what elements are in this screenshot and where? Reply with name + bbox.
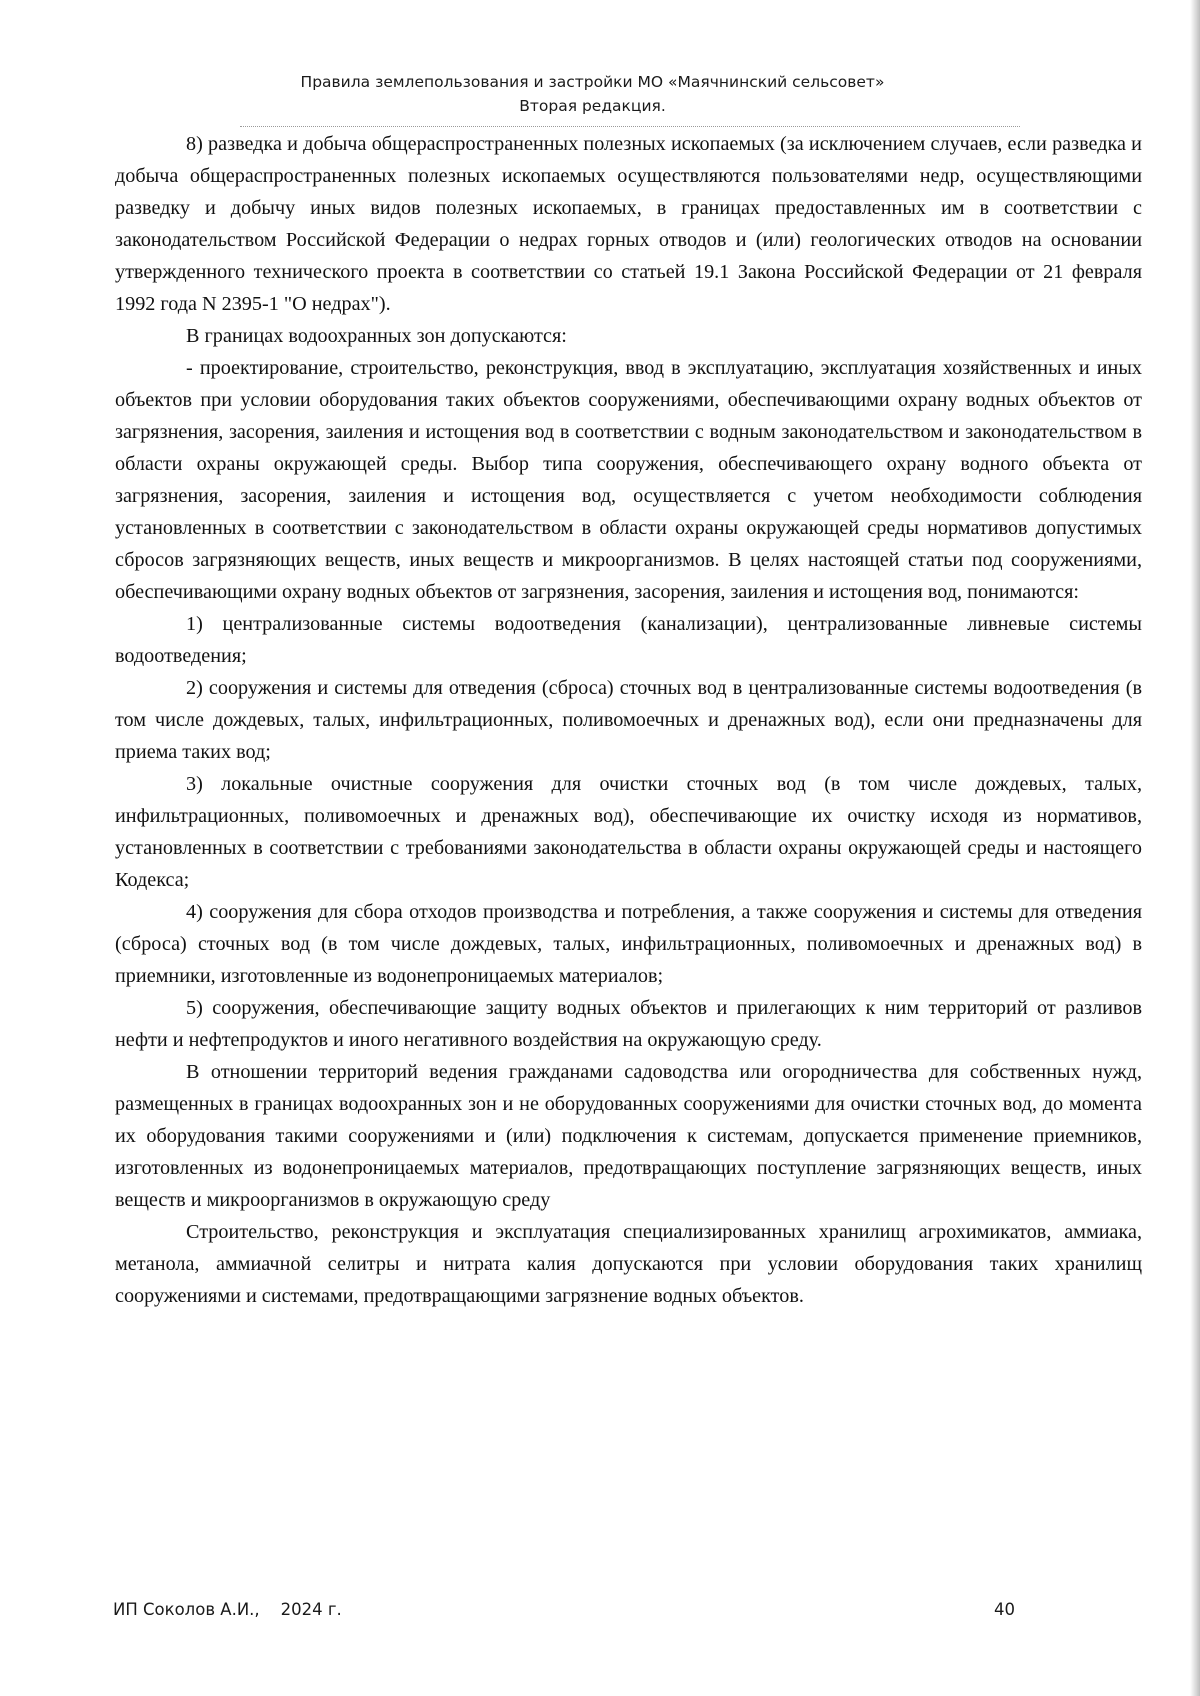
page-number: 40 <box>994 1600 1015 1619</box>
paragraph-item-2: 2) сооружения и системы для отведения (сброса) сточных вод в централизованные системы водоотведения (в том числе дождевых, талых, инфильтрационных, поливомоечных и дренажных вод), если они предназначены для приема таких вод; <box>115 677 1142 763</box>
paragraph-item-8: 8) разведка и добыча общераспространенных полезных ископаемых (за исключением случаев, если разведка и добыча общераспространенных полезных ископаемых осуществляются пользователями недр, осуществляющими разведку и добычу иных видов полезных ископаемых, в границах предоставленных им в соответствии с законодательством Российской Федерации о недрах горных отводов и (или) геологических отводов на основании утвержденного технического проекта в соответствии со статьей 19.1 Закона Российской Федерации от 21 февраля 1992 года N 2395-1 "О недрах"). <box>115 133 1142 315</box>
paragraph-water-zones-intro: В границах водоохранных зон допускаются: <box>186 325 567 347</box>
running-header <box>115 70 1070 118</box>
document-body <box>115 128 1142 1312</box>
paragraph-gardening-territories: В отношении территорий ведения гражданами садоводства или огородничества для собственных нужд, размещенных в границах водоохранных зон и не оборудованных сооружениями для очистки сточных вод, до момента их оборудования такими сооружениями и (или) подключения к системам, допускается применение приемников, изготовленных из водонепроницаемых материалов, предотвращающих поступление загрязняющих веществ, иных веществ и микроорганизмов в окружающую среду <box>115 1061 1142 1211</box>
paragraph-design-construction: - проектирование, строительство, реконструкция, ввод в эксплуатацию, эксплуатация хозяйственных и иных объектов при условии оборудования таких объектов сооружениями, обеспечивающими охрану водных объектов от загрязнения, засорения, заиления и истощения вод в соответствии с водным законодательством и законодательством в области охраны окружающей среды. Выбор типа сооружения, обеспечивающего охрану водного объекта от загрязнения, засорения, заиления и истощения вод, осуществляется с учетом необходимости соблюдения установленных в соответствии с законодательством в области охраны окружающей среды нормативов допустимых сбросов загрязняющих веществ, иных веществ и микроорганизмов. В целях настоящей статьи под сооружениями, обеспечивающими охрану водных объектов от загрязнения, засорения, заиления и истощения вод, понимаются: <box>115 357 1142 603</box>
header-divider <box>240 126 1020 127</box>
paragraph-item-4: 4) сооружения для сбора отходов производства и потребления, а также сооружения и системы для отведения (сброса) сточных вод (в том числе дождевых, талых, инфильтрационных, поливомоечных и дренажных вод) в приемники, изготовленные из водонепроницаемых материалов; <box>115 901 1142 987</box>
paragraph-item-1: 1) централизованные системы водоотведения (канализации), централизованные ливневые системы водоотведения; <box>115 613 1142 667</box>
paragraph-storage-facilities: Строительство, реконструкция и эксплуатация специализированных хранилищ агрохимикатов, аммиака, метанола, аммиачной селитры и нитрата калия допускаются при условии оборудования таких хранилищ сооружениями и системами, предотвращающими загрязнение водных объектов. <box>115 1221 1142 1307</box>
header-edition: Вторая редакция. <box>519 97 666 115</box>
header-title: Правила землепользования и застройки МО «Маячнинский сельсовет» <box>300 73 885 91</box>
paragraph-item-3: 3) локальные очистные сооружения для очистки сточных вод (в том числе дождевых, талых, инфильтрационных, поливомоечных и дренажных вод), обеспечивающие их очистку исходя из нормативов, установленных в соответствии с требованиями законодательства в области охраны окружающей среды и настоящего Кодекса; <box>115 773 1142 891</box>
paragraph-item-5: 5) сооружения, обеспечивающие защиту водных объектов и прилегающих к ним территорий от разливов нефти и нефтепродуктов и иного негативного воздействия на окружающую среду. <box>115 997 1142 1051</box>
footer-author: ИП Соколов А.И., 2024 г. <box>113 1600 342 1619</box>
page-edge-shadow <box>1190 0 1200 1696</box>
